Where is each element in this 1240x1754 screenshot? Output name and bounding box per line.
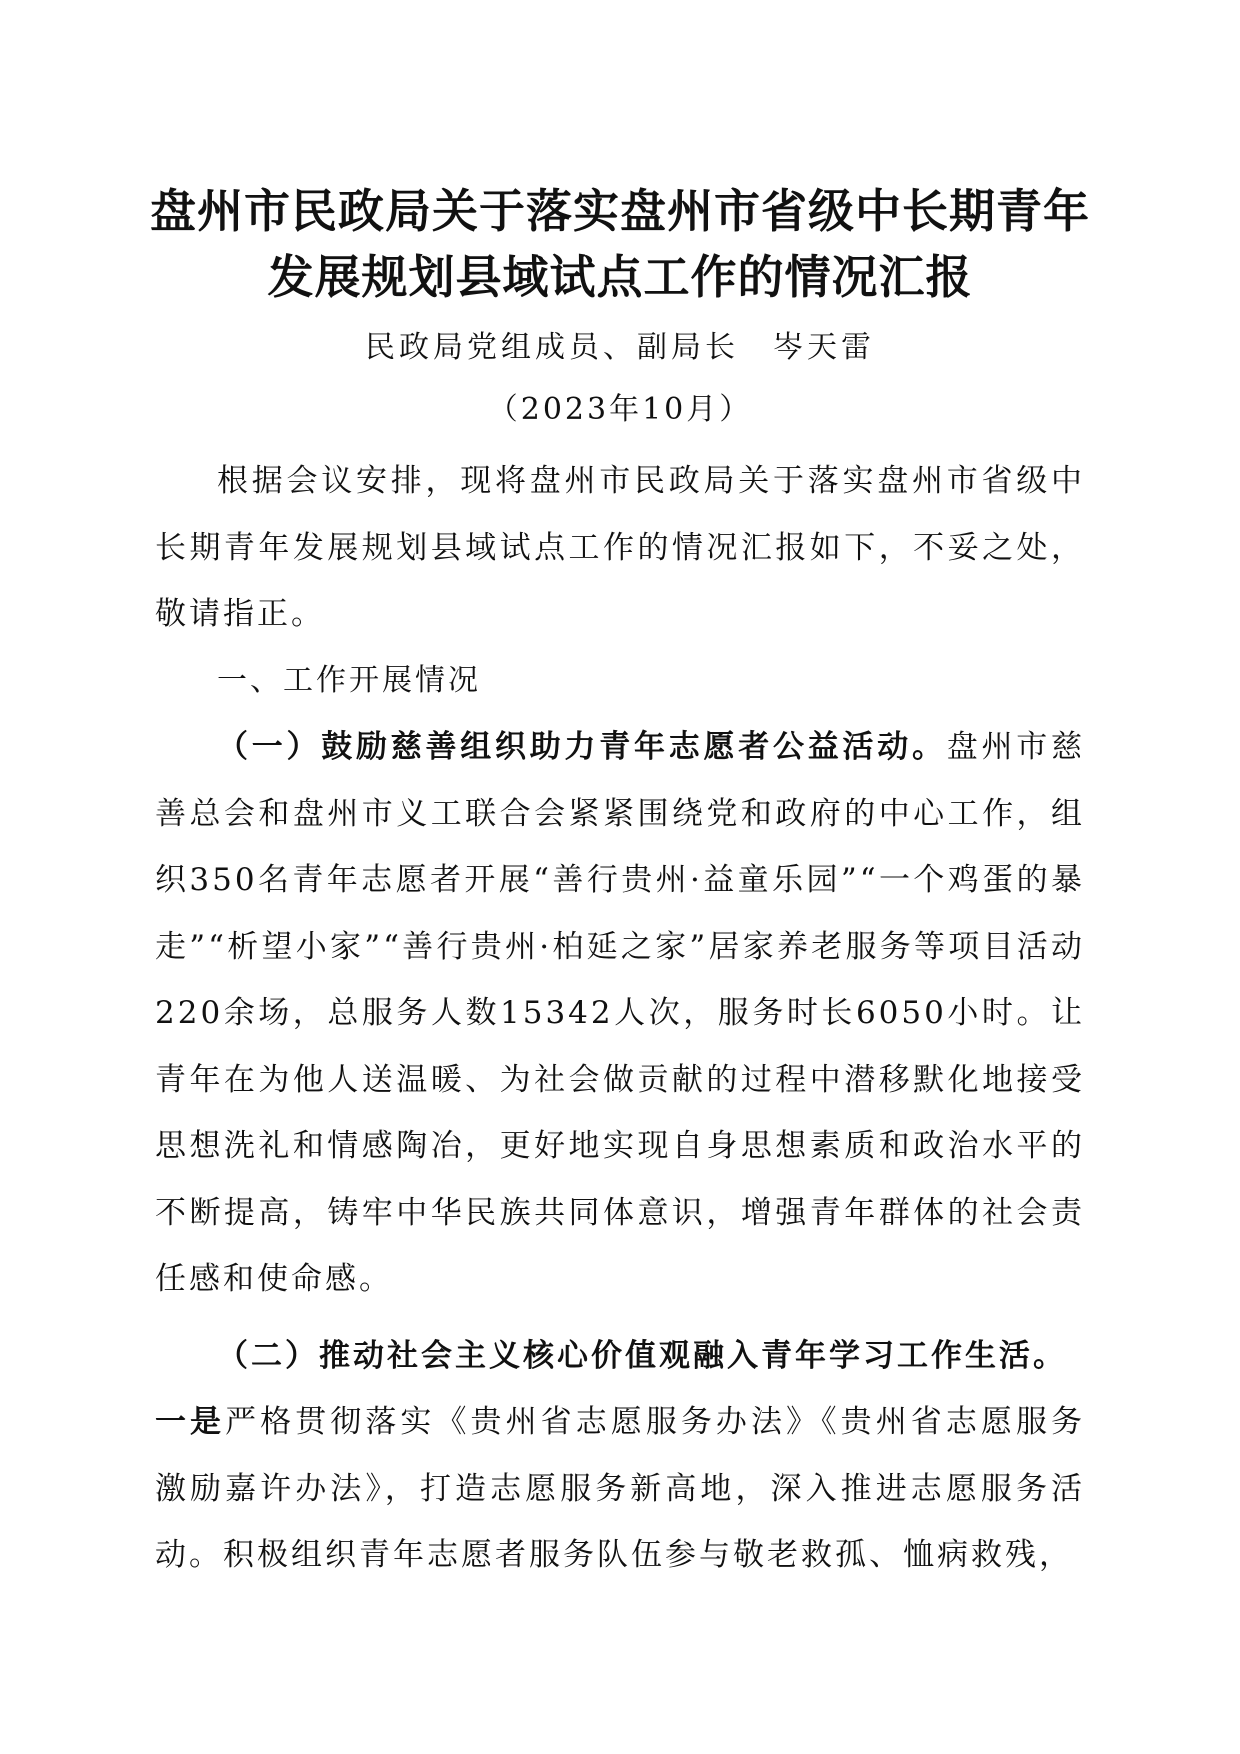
document-title-line-1: 盘州市民政局关于落实盘州市省级中长期青年 — [150, 184, 1090, 238]
document-body — [155, 448, 1085, 1589]
subsection-2-paragraph — [155, 1389, 1085, 1589]
document-title-line-2: 发展规划县域试点工作的情况汇报 — [267, 250, 973, 304]
subsection-2-lead: 一是 — [155, 1404, 226, 1440]
intro-paragraph: 根据会议安排，现将盘州市民政局关于落实盘州市省级中长期青年发展规划县域试点工作的情况汇报如下，不妥之处，敬请指正。 — [155, 463, 1085, 632]
subsection-1-title: （一）鼓励慈善组织助力青年志愿者公益活动。 — [217, 729, 947, 765]
section-heading-work-progress: 一、工作开展情况 — [217, 662, 481, 698]
subsection-1-paragraph — [155, 714, 1085, 1313]
subsection-2-body: 严格贯彻落实《贵州省志愿服务办法》《贵州省志愿服务激励嘉许办法》，打造志愿服务新高地，深入推进志愿服务活动。积极组织青年志愿者服务队伍参与敬老救孤、恤病救残， — [155, 1404, 1086, 1573]
document-author: 民政局党组成员、副局长 岑天雷 — [365, 330, 875, 365]
subsection-1-body: 盘州市慈善总会和盘州市义工联合会紧紧围绕党和政府的中心工作，组织350名青年志愿者开展“善行贵州·益童乐园”“一个鸡蛋的暴走”“析望小家”“善行贵州·柏延之家”居家养老服务等项目活动220余场，总服务人数15342人次，服务时长6050小时。让青年在为他人送温暖、为社会做贡献的过程中潜移默化地接受思想洗礼和情感陶冶，更好地实现自身思想素质和政治水平的不断提高，铸牢中华民族共同体意识，增强青年群体的社会责任感和使命感。 — [155, 729, 1085, 1297]
document-date: （2023年10月） — [487, 392, 753, 427]
subsection-2-title: （二）推动社会主义核心价值观融入青年学习工作生活。 — [217, 1337, 1067, 1374]
